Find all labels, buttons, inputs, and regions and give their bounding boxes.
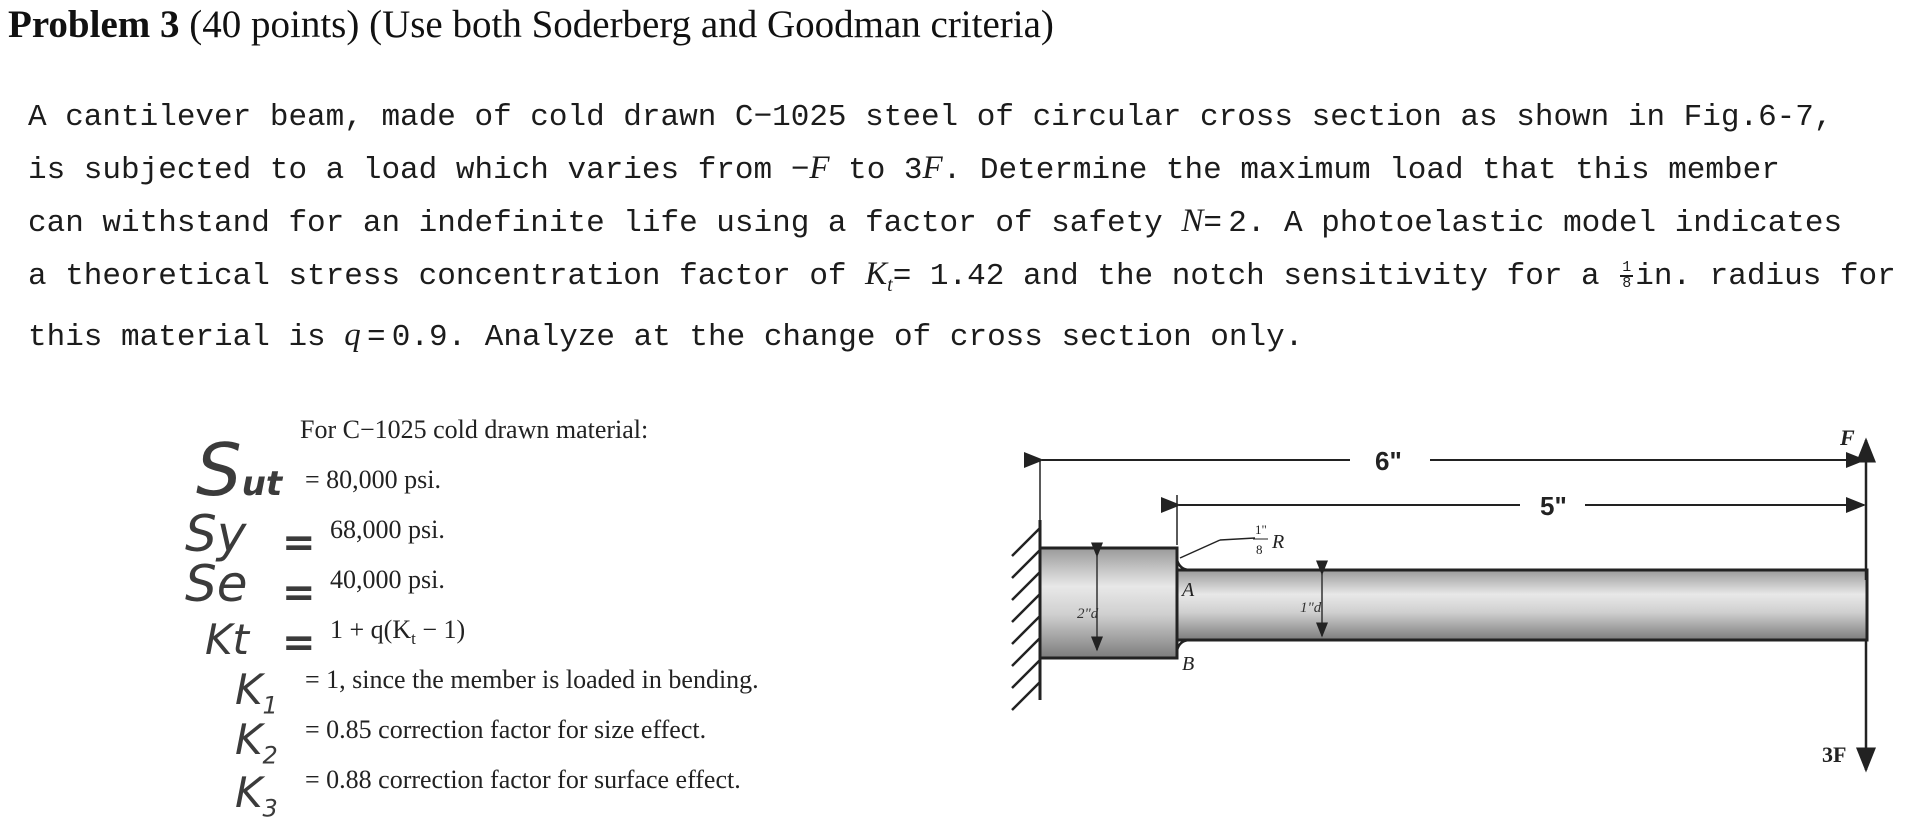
- small-diameter-section: [1177, 570, 1867, 640]
- problem-number: Problem 3: [8, 3, 180, 46]
- small-diameter-label: 1"d: [1300, 600, 1322, 616]
- handwritten-k1: $K_1$: [235, 665, 278, 720]
- k3-value: = 0.88 correction factor for surface effect.: [305, 765, 741, 794]
- one-eighth-fraction: $\frac{1}{8}$: [1622, 258, 1632, 292]
- k2-value: = 0.85 correction factor for size effect.: [305, 715, 707, 744]
- dim-small-label: 5": [1540, 491, 1567, 521]
- load-3f-label: 3F: [1822, 742, 1847, 767]
- point-b-label: B: [1182, 653, 1195, 675]
- sy-value: 68,000 psi.: [330, 515, 445, 544]
- properties-header: For C−1025 cold drawn material:: [300, 415, 649, 444]
- load-f-label: F: [1840, 425, 1855, 450]
- handwritten-k2: $K_2$: [235, 715, 278, 770]
- statement-line-5: this material is q = 0.9. Analyze at the change of cross section only.: [28, 317, 1304, 356]
- sut-value: = 80,000 psi.: [305, 465, 442, 494]
- statement-line-2: is subjected to a load which varies from −F to 3F. Determine the maximum load that this member: [28, 150, 1780, 188]
- fillet-radius-label: R: [1272, 531, 1285, 553]
- handwritten-k3: $K_3$: [235, 768, 278, 823]
- statement-line-1: A cantilever beam, made of cold drawn C−1025 steel of circular cross section as shown in Fig.6-7,: [28, 100, 1833, 135]
- dim-total-label: 6": [1375, 446, 1402, 476]
- handwritten-s-ut: Sut: [196, 428, 283, 512]
- k1-value: = 1, since the member is loaded in bending.: [305, 665, 759, 694]
- handwritten-eq-sy: =: [282, 520, 316, 566]
- problem-points: (40 points) (Use both Soderberg and Goodman criteria): [179, 3, 1054, 46]
- fillet-radius-num: 1": [1255, 522, 1267, 537]
- handwritten-eq-se: =: [282, 570, 316, 616]
- large-diameter-label: 2"d: [1077, 606, 1099, 622]
- statement-line-3: can withstand for an indefinite life using a factor of safety N= 2. A photoelastic model indicates: [28, 203, 1843, 241]
- fillet-radius-den: 8: [1256, 542, 1263, 557]
- handwritten-se: Se: [185, 555, 248, 613]
- handwritten-eq-kt: =: [282, 620, 316, 666]
- handwritten-kt: Kt: [205, 615, 250, 664]
- kt-formula: $1 + q(K_t - 1)$: [330, 615, 466, 649]
- handwritten-sy: Sy: [185, 505, 247, 563]
- point-a-label: A: [1182, 579, 1195, 601]
- se-value: 40,000 psi.: [330, 565, 445, 594]
- fixed-wall: [1012, 520, 1040, 710]
- statement-line-4: a theoretical stress concentration factor of $K_t= 1.42$ and the notch sensitivity for a $\frac{1}{8}$ in. radius for: [28, 256, 1896, 297]
- large-diameter-section: [1040, 548, 1177, 658]
